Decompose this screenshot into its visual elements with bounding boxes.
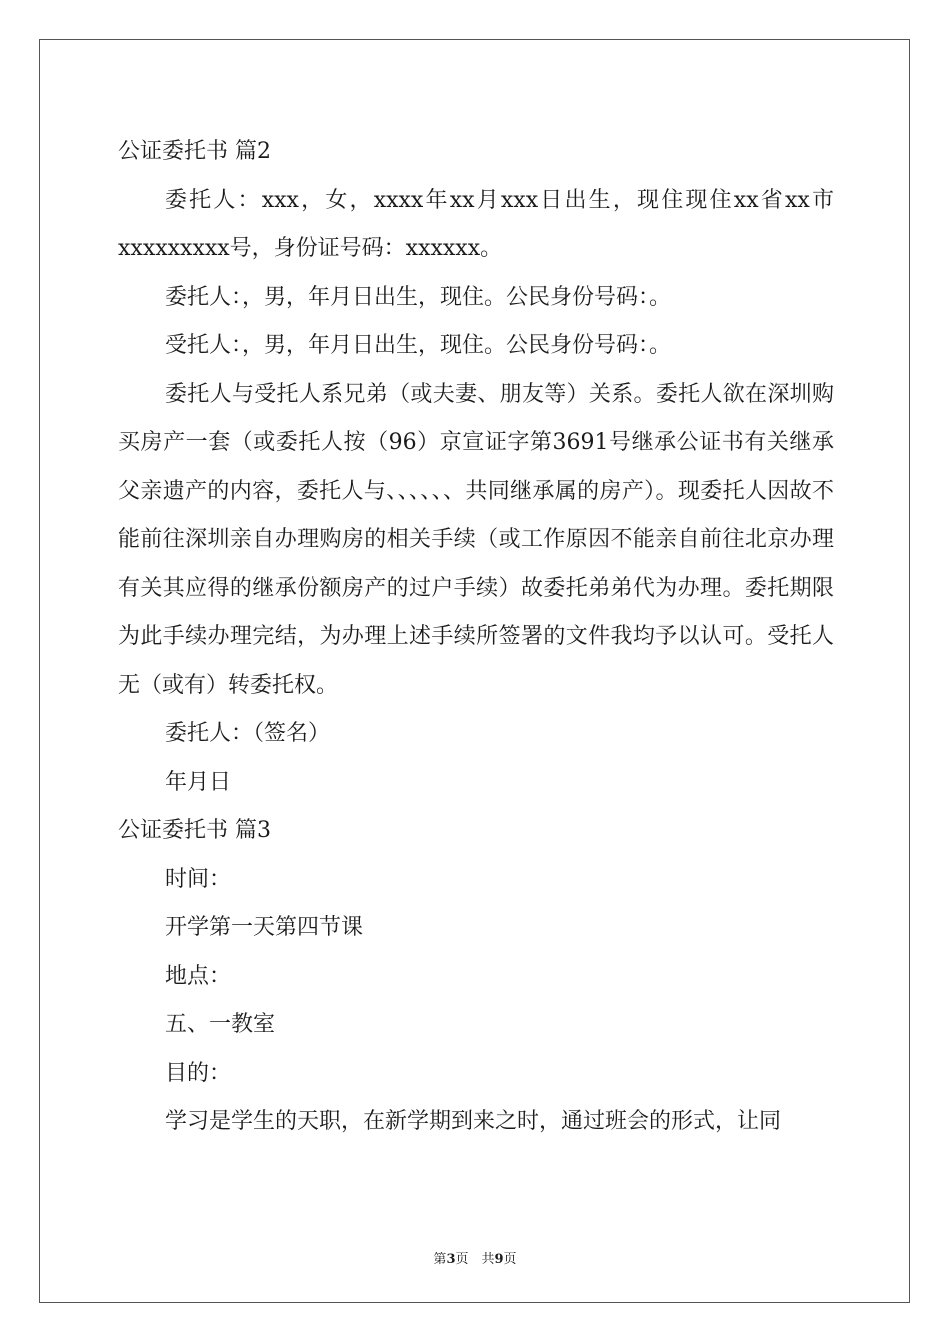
footer-page-suffix: 页 <box>503 1252 517 1267</box>
paragraph: 目的： <box>165 1060 232 1086</box>
paragraph: 委托人与受托人系兄弟（或夫妻、朋友等）关系。委托人欲在深圳购买房产一套（或委托人按（96）京宣证字第3691号继承公证书有关继承父亲遗产的内容，委托人与、、、、、、共同继承属的房产）。现委托人因故不能前往深圳亲自办理购房的相关手续（或工作原因不能亲自前往北京办理有关其应得的继承份额房产的过户手续）故委托弟弟代为办理。委托期限为此手续办理完结，为办理上述手续所签署的文件我均予以认可。受托人无（或有）转委托权。 <box>118 381 834 698</box>
paragraph: 委托人：，男，年月日出生，现住。公民身份号码：。 <box>165 284 672 310</box>
paragraph: 受托人：，男，年月日出生，现住。公民身份号码：。 <box>165 333 672 358</box>
paragraph: 五、一教室 <box>165 1012 276 1037</box>
page-footer <box>0 1248 950 1267</box>
paragraph: 学习是学生的天职，在新学期到来之时，通过班会的形式，让同 <box>165 1109 782 1134</box>
footer-page-total: 9 <box>494 1252 504 1267</box>
document-body <box>118 128 834 1147</box>
paragraph: 时间： <box>165 866 232 892</box>
footer-page-mid: 页 共 <box>455 1252 495 1267</box>
footer-page-current: 3 <box>446 1252 456 1267</box>
section-heading: 公证委托书 篇3 <box>118 818 271 843</box>
paragraph: 委托人：（签名） <box>165 721 331 746</box>
paragraph: 年月日 <box>165 769 232 795</box>
paragraph: 开学第一天第四节课 <box>165 915 364 940</box>
paragraph: 地点： <box>165 963 232 989</box>
footer-page-prefix: 第 <box>433 1252 447 1267</box>
paragraph: 委托人：xxx，女，xxxx年xx月xxx日出生，现住现住xx省xx市xxxxxxxxx号，身份证号码：xxxxxx。 <box>118 187 834 261</box>
section-heading: 公证委托书 篇2 <box>118 139 271 164</box>
